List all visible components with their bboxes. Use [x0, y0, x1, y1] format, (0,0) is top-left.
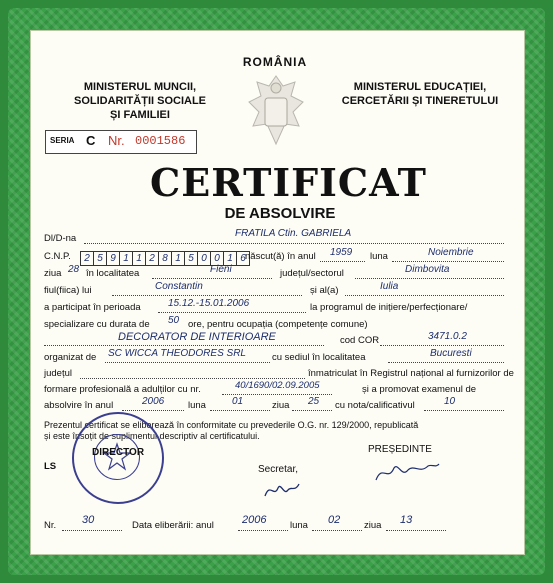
providers-value: 40/1690/02.09.2005	[235, 380, 320, 391]
mother-label: și al(a)	[310, 285, 339, 296]
issue-day-label: ziua	[364, 520, 382, 531]
cor-label: cod COR	[340, 335, 380, 346]
county-label: județul/sectorul	[280, 268, 344, 279]
grad-year: 2006	[142, 396, 165, 407]
cor-value: 3471.0.2	[428, 331, 467, 342]
name-value: FRATILA Ctin. GABRIELA	[235, 228, 352, 239]
series-label: SERIA	[50, 136, 75, 145]
ls-label: LS	[44, 461, 57, 472]
grad-day-label: ziua	[272, 400, 290, 411]
secretary-label: Secretar,	[258, 464, 299, 475]
certificate-number: 0001586	[135, 134, 186, 148]
seat-label: cu sediul în localitatea	[272, 352, 366, 363]
country-title: ROMÂNIA	[242, 55, 308, 69]
born-year-label: născut(ă) în anul	[245, 251, 316, 262]
series-value: C	[86, 133, 96, 148]
number-label: Nr.	[108, 133, 125, 148]
father-label: fiul(fiica) lui	[44, 285, 92, 296]
program-text: la programul de inițiere/perfecționare/	[310, 302, 468, 313]
coat-of-arms-icon	[243, 72, 309, 156]
mother-value: Iulia	[380, 281, 399, 292]
providers-label: formare profesională a adulților cu nr.	[44, 384, 201, 395]
county2-label: județul	[44, 368, 72, 379]
occupation-value: DECORATOR DE INTERIOARE	[118, 331, 276, 343]
footer-nr-label: Nr.	[44, 520, 57, 531]
duration-suffix: ore, pentru ocupația (competențe comune)	[188, 319, 368, 330]
period-label: a participat în perioada	[44, 302, 141, 313]
name-label: Dl/D-na	[44, 233, 77, 244]
issue-year: 2006	[242, 514, 267, 526]
president-signature	[372, 458, 442, 486]
cnp-label: C.N.P.	[44, 251, 71, 262]
issue-month-label: luna	[290, 520, 308, 531]
duration-label: specializare cu durata de	[44, 319, 150, 330]
grad-day: 25	[308, 396, 320, 407]
organizer-label: organizat de	[44, 352, 97, 363]
day-value: 28	[68, 264, 80, 275]
ministry-right: MINISTERUL EDUCAȚIEI, CERCETĂRII ȘI TINERETULUI	[341, 81, 499, 107]
county-value: Dimbovita	[405, 264, 450, 275]
born-month-label: luna	[370, 251, 388, 262]
locality-label: în localitatea	[86, 268, 140, 279]
grad-month-label: luna	[188, 400, 206, 411]
period-value: 15.12.-15.01.2006	[168, 298, 250, 309]
born-month-value: Noiembrie	[428, 247, 474, 258]
register-text: înmatriculat în Registrul național al furnizorilor de	[308, 368, 514, 379]
ministry-left: MINISTERUL MUNCII, SOLIDARITĂȚII SOCIALE ȘI FAMILIEI	[74, 81, 206, 121]
legal-text: Prezentul certificat se eliberează în conformitate cu prevederile O.G. nr. 129/2000, republicată	[44, 420, 419, 430]
cnp-boxes: 2 5 9 1 1 2 8 1 5 0 0 1 6	[80, 248, 249, 266]
seat-value: Bucuresti	[430, 348, 472, 359]
secretary-signature	[262, 478, 302, 502]
father-value: Constantin	[155, 281, 203, 292]
certificate-title: CERTIFICAT	[150, 160, 427, 205]
legal-text-2: și este însoțit de suplimentul descriptiv al certificatului.	[44, 431, 260, 441]
duration-value: 50	[168, 315, 180, 326]
grade-label: cu nota/calificativul	[335, 400, 415, 411]
born-year-value: 1959	[330, 247, 353, 258]
president-label: PREȘEDINTE	[368, 444, 432, 455]
certificate-subtitle: DE ABSOLVIRE	[224, 205, 336, 222]
grade-value: 10	[444, 396, 456, 407]
exam-text: și a promovat examenul de	[362, 384, 477, 395]
locality-value: Fieni	[210, 264, 232, 275]
grad-label: absolvire în anul	[44, 400, 114, 411]
issue-label: Data eliberării: anul	[132, 520, 214, 531]
day-label: ziua	[44, 268, 62, 279]
footer-nr-value: 30	[82, 514, 95, 526]
director-label: DIRECTOR	[92, 447, 145, 458]
issue-month: 02	[328, 514, 341, 526]
grad-month: 01	[232, 396, 244, 407]
official-stamp	[72, 412, 164, 504]
issue-day: 13	[400, 514, 413, 526]
organizer-value: SC WICCA THEODORES SRL	[108, 348, 246, 359]
